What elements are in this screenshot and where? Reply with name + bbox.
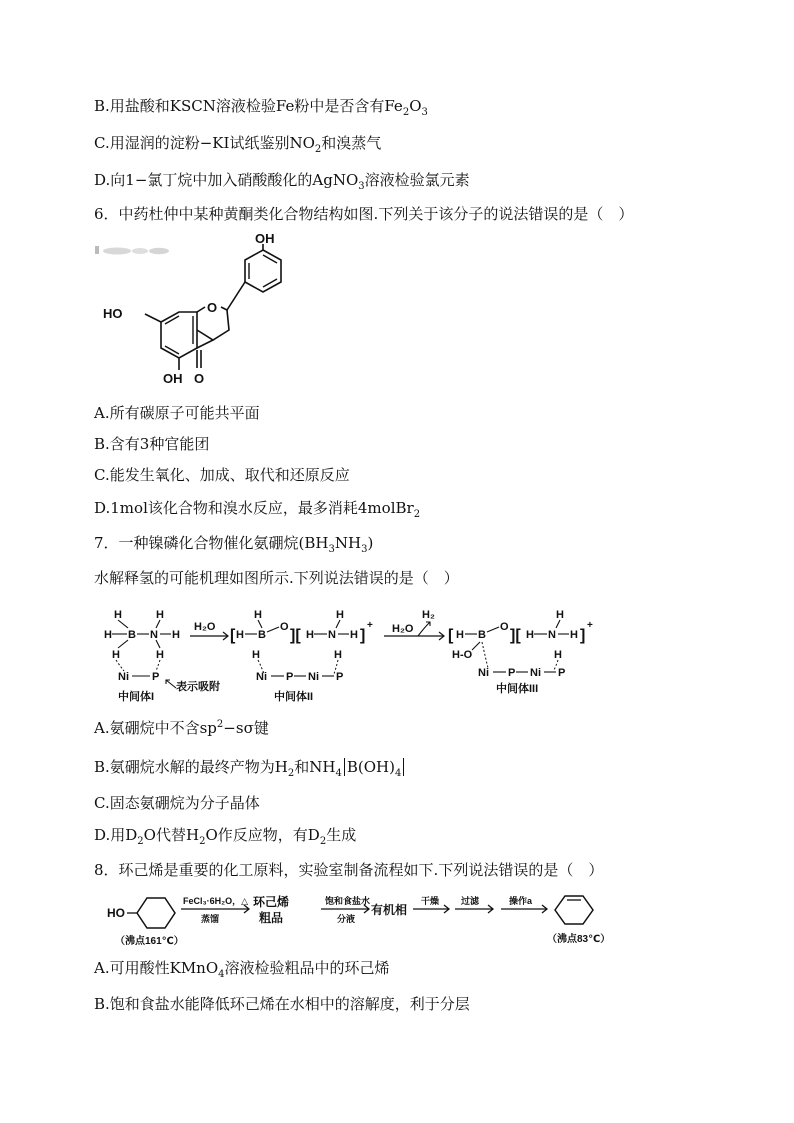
svg-text:]: ] bbox=[360, 627, 366, 644]
q7-option-c: C.固态氨硼烷为分子晶体 bbox=[94, 794, 260, 812]
svg-text:H: H bbox=[104, 629, 112, 641]
q6-option-d: D.1mol该化合物和溴水反应，最多消耗4molBr$_2$ bbox=[94, 499, 421, 520]
q8-stem: 8．环己烯是重要的化工原料，实验室制备流程如下.下列说法错误的是（ ） bbox=[94, 861, 604, 879]
svg-text:H: H bbox=[236, 629, 244, 641]
svg-text:H₂O: H₂O bbox=[194, 621, 216, 633]
svg-text:FeCl₃·6H₂O，△: FeCl₃·6H₂O，△ bbox=[183, 896, 249, 906]
q8-option-a: A.可用酸性KMnO$_4$溶液检验粗品中的环己烯 bbox=[94, 959, 390, 980]
svg-text:过滤: 过滤 bbox=[461, 896, 480, 906]
svg-text:H: H bbox=[156, 609, 164, 621]
svg-text:分液: 分液 bbox=[337, 914, 356, 924]
svg-text:P: P bbox=[508, 667, 516, 679]
svg-text:Ni: Ni bbox=[118, 671, 129, 683]
svg-text:H: H bbox=[456, 629, 464, 641]
ring-oxygen-label: O bbox=[207, 300, 218, 315]
svg-text:N: N bbox=[548, 629, 556, 641]
svg-text:Ni: Ni bbox=[308, 671, 319, 683]
svg-text:][: ][ bbox=[510, 627, 521, 644]
svg-text:H₂O: H₂O bbox=[392, 623, 414, 635]
q6-option-b: B.含有3种官能团 bbox=[94, 435, 210, 453]
q7-stem-1: 7．一种镍磷化合物催化氨硼烷$(BH_3NH_3)$ bbox=[94, 534, 374, 555]
svg-text:O: O bbox=[500, 621, 509, 633]
svg-text:粗品: 粗品 bbox=[259, 911, 284, 925]
svg-text:H₂: H₂ bbox=[422, 609, 435, 621]
svg-text:N: N bbox=[150, 629, 158, 641]
svg-text:P: P bbox=[152, 671, 160, 683]
svg-text:H: H bbox=[306, 629, 314, 641]
cyclohexene-flow-diagram bbox=[103, 890, 623, 950]
svg-text:H: H bbox=[114, 609, 122, 621]
svg-text:B: B bbox=[128, 629, 136, 641]
svg-text:[: [ bbox=[230, 627, 236, 644]
intermediate-2-label: 中间体II bbox=[274, 691, 314, 703]
svg-text:（沸点161℃）: （沸点161℃） bbox=[115, 936, 184, 947]
q5-option-c: C.用湿润的淀粉−KI试纸鉴别$NO_2$和溴蒸气 bbox=[94, 134, 382, 155]
svg-text:B: B bbox=[478, 629, 486, 641]
svg-text:H: H bbox=[156, 649, 164, 661]
svg-text:+: + bbox=[367, 620, 373, 631]
svg-text:蒸馏: 蒸馏 bbox=[201, 914, 220, 924]
svg-text:H: H bbox=[172, 629, 180, 641]
intermediate-1-label: 中间体I bbox=[118, 691, 155, 703]
q7-option-d: D.用$D_2O$代替$H_2O$作反应物，有$D_2$生成 bbox=[94, 826, 357, 847]
adsorption-note: 表示吸附 bbox=[176, 681, 220, 693]
svg-text:（沸点83℃）: （沸点83℃） bbox=[547, 934, 611, 945]
svg-text:干燥: 干燥 bbox=[421, 896, 440, 906]
svg-text:H: H bbox=[334, 649, 342, 661]
svg-text:饱和食盐水: 饱和食盐水 bbox=[325, 896, 371, 906]
svg-text:H: H bbox=[526, 629, 534, 641]
svg-text:Ni: Ni bbox=[478, 667, 489, 679]
svg-text:B: B bbox=[258, 629, 266, 641]
svg-text:Ni: Ni bbox=[530, 667, 541, 679]
svg-text:P: P bbox=[558, 667, 566, 679]
q7-option-a: A.氨硼烷中不含$sp^2-s\sigma$键 bbox=[94, 719, 269, 737]
q7-option-b: B.氨硼烷水解的最终产物为$H_2$和$NH_4$ $B(OH)_4$ bbox=[94, 757, 404, 777]
oh-top-label: OH bbox=[255, 231, 275, 246]
q5-option-d: D.向1−氯丁烷中加入硝酸酸化的AgNO$_3$溶液检验氯元素 bbox=[94, 171, 470, 192]
svg-text:+: + bbox=[587, 620, 593, 631]
svg-text:N: N bbox=[328, 629, 336, 641]
intermediate-3-label: 中间体III bbox=[496, 683, 539, 695]
svg-text:H: H bbox=[350, 629, 358, 641]
svg-text:][: ][ bbox=[290, 627, 301, 644]
ho-left-label: HO bbox=[103, 306, 123, 321]
svg-text:Ni: Ni bbox=[256, 671, 267, 683]
svg-text:有机相: 有机相 bbox=[371, 903, 408, 917]
svg-text:]: ] bbox=[580, 627, 586, 644]
ammonia-borane-mechanism bbox=[100, 600, 620, 710]
svg-text:H: H bbox=[252, 649, 260, 661]
svg-text:O: O bbox=[280, 621, 289, 633]
q6-option-c: C.能发生氧化、加成、取代和还原反应 bbox=[94, 466, 350, 484]
svg-text:HO: HO bbox=[107, 906, 125, 920]
q6-stem: 6．中药杜仲中某种黄酮类化合物结构如图.下列关于该分子的说法错误的是（ ） bbox=[94, 205, 634, 223]
svg-text:H: H bbox=[554, 649, 562, 661]
svg-text:H: H bbox=[570, 629, 578, 641]
svg-text:H: H bbox=[112, 649, 120, 661]
q6-option-a: A.所有碳原子可能共平面 bbox=[94, 404, 260, 422]
svg-text:H: H bbox=[556, 609, 564, 621]
svg-text:环己烯: 环己烯 bbox=[253, 895, 290, 909]
q5-option-b: B.用盐酸和KSCN溶液检验Fe粉中是否含有$Fe_2O_3$ bbox=[94, 97, 428, 118]
svg-text:操作a: 操作a bbox=[509, 896, 533, 906]
svg-text:P: P bbox=[336, 671, 344, 683]
svg-text:H-O: H-O bbox=[452, 649, 473, 661]
carbonyl-oxygen-label: O bbox=[194, 371, 205, 386]
flavonoid-structure bbox=[95, 230, 295, 395]
svg-text:P: P bbox=[286, 671, 294, 683]
oh-bottom-label: OH bbox=[163, 371, 183, 386]
q8-option-b: B.饱和食盐水能降低环己烯在水相中的溶解度，利于分层 bbox=[94, 995, 470, 1013]
svg-text:H: H bbox=[336, 609, 344, 621]
q7-stem-2: 水解释氢的可能机理如图所示.下列说法错误的是（ ） bbox=[94, 569, 459, 587]
svg-text:H: H bbox=[254, 609, 262, 621]
svg-text:[: [ bbox=[448, 627, 454, 644]
